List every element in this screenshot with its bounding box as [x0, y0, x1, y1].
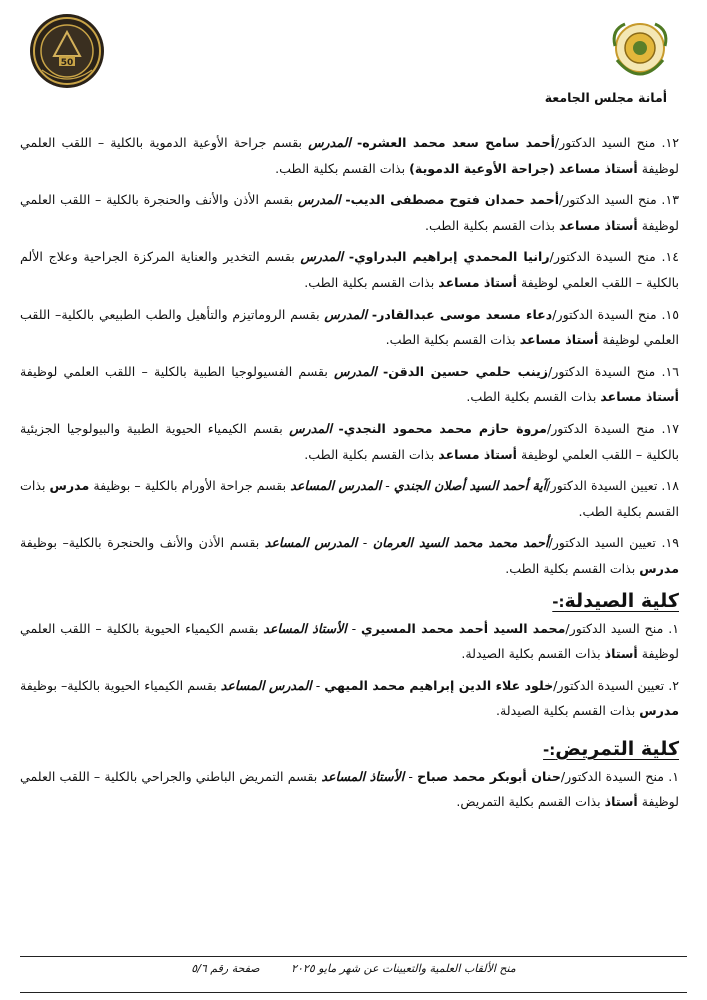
emphasized-text: آية أحمد السيد أصلان الجندي [393, 478, 547, 494]
nursing-section-heading [20, 738, 679, 760]
item-number: ١٦. [655, 363, 679, 379]
list-item [20, 616, 679, 667]
item-number: ١٢. [655, 135, 679, 150]
footer-text: منح الألقاب العلمية والتعيينات عن شهر مايو ٢٠٢٥ [291, 962, 516, 975]
item-text: بقسم الأذن والأنف والحنجرة بالكلية – اللقب العلمي لوظيفة [20, 192, 679, 233]
pharmacy-section-heading [20, 590, 679, 612]
emphasized-text: أستاذ مساعد (جراحة الأوعية الدموية) [409, 160, 638, 176]
emphasized-text: محمد السيد أحمد محمد المسيري [361, 620, 566, 636]
item-text: بقسم الكيمياء الحيوية الطبية والبيولوجيا الجزيئية بالكلية – اللقب العلمي لوظيفة [20, 420, 679, 462]
item-number: ١٤. [655, 249, 679, 265]
emphasized-text: المدرس المساعد [220, 677, 312, 693]
item-number: ١٩. [655, 535, 679, 551]
emphasized-text: المدرس المساعد [264, 535, 358, 551]
item-text: - [311, 677, 325, 693]
emphasized-text: المدرس [308, 135, 351, 150]
item-text: بذات القسم بكلية الطب. [20, 478, 679, 519]
emphasized-text: أحمد محمد محمد السيد العرمان [372, 535, 549, 551]
item-text: - [346, 620, 362, 636]
emphasized-text: المدرس [300, 249, 344, 265]
item-text: بذات القسم بكلية الطب. [425, 217, 560, 233]
item-number: ١٨. [657, 478, 679, 494]
emphasized-text: رانيا المحمدي إبراهيم البدراوي- [348, 249, 550, 265]
emphasized-text: أحمد سامح سعد محمد العشره- [357, 135, 555, 150]
item-text: بقسم جراحة الأوعية الدموية بالكلية – اللقب العلمي لوظيفة [20, 135, 679, 176]
list-item [20, 244, 679, 295]
item-text: بذات القسم بكلية الطب. [505, 560, 640, 576]
nursing-items-list [20, 764, 679, 815]
item-text: - [357, 535, 373, 551]
list-item [20, 302, 679, 353]
emphasized-text: أستاذ [604, 646, 638, 662]
item-number: ١٣. [656, 192, 679, 208]
emphasized-text: المدرس المساعد [290, 478, 382, 494]
emphasized-text: خلود علاء الدين إبراهيم محمد الميهي [324, 677, 554, 693]
emphasized-text: الأستاذ المساعد [321, 768, 405, 784]
emphasized-text: زينب حلمي حسين الدقن- [382, 363, 549, 379]
page-footer [0, 962, 707, 975]
list-item [20, 764, 679, 815]
emphasized-text: أستاذ مساعد [559, 217, 638, 233]
item-number: ١٧. [654, 420, 679, 436]
item-text: - [381, 478, 394, 494]
item-text: بقسم الكيمياء الحيوية بالكلية– بوظيفة [20, 677, 221, 693]
item-text: منح السيدة الدكتور/ [549, 249, 656, 265]
item-text: بقسم الأذن والأنف والحنجرة بالكلية– بوظيفة [20, 535, 265, 551]
footer-top-rule [20, 956, 687, 957]
item-text: منح السيدة الدكتور/ [560, 768, 665, 784]
nursing-heading-suffix: :- [543, 740, 556, 759]
item-text: منح السيدة الدكتور/ [548, 363, 656, 379]
item-number: ١. [663, 620, 679, 636]
item-text: بذات القسم بكلية الصيدلة. [461, 646, 605, 662]
emphasized-text: أستاذ مساعد [438, 274, 517, 290]
emphasized-text: أستاذ [604, 794, 638, 810]
item-text: منح السيدة الدكتور/ [546, 420, 655, 436]
list-item [20, 673, 679, 724]
emphasized-text: دعاء مسعد موسى عبدالقادر- [371, 306, 553, 322]
item-text: منح السيد الدكتور/ [565, 620, 664, 636]
item-text: بقسم التمريض الباطني والجراحي بالكلية – اللقب العلمي لوظيفة [20, 768, 679, 810]
item-text: بقسم الفسيولوجيا الطبية بالكلية – اللقب العلمي لوظيفة [20, 363, 335, 379]
page-number: صفحة رقم ٥/٦ [191, 962, 260, 975]
item-text: بذات القسم بكلية الصيدلة. [496, 703, 640, 719]
item-text: بذات القسم بكلية الطب. [304, 446, 439, 462]
item-number: ١. [664, 768, 679, 784]
emphasized-text: المدرس [297, 192, 341, 208]
university-emblem-logo [607, 18, 673, 84]
emphasized-text: مدرس [49, 478, 90, 494]
emphasized-text: الأستاذ المساعد [263, 620, 347, 636]
list-item [20, 359, 679, 410]
list-item [20, 187, 679, 238]
item-text: بذات القسم بكلية الطب. [466, 389, 601, 405]
document-body [20, 130, 679, 821]
emphasized-text: المدرس [324, 306, 368, 322]
pharmacy-heading-suffix: :- [552, 592, 565, 611]
emphasized-text: مدرس [639, 560, 679, 576]
medicine-items-list [20, 130, 679, 582]
svg-text:50: 50 [60, 58, 74, 68]
item-text: منح السيد الدكتور/ [554, 135, 656, 150]
anniversary-seal-logo [28, 12, 106, 94]
pharmacy-items-list [20, 616, 679, 724]
emphasized-text: مروة حازم محمد محمود النجدي- [338, 420, 547, 436]
emphasized-text: المدرس [289, 420, 332, 436]
item-text: بقسم جراحة الأورام بالكلية – بوظيفة [89, 478, 291, 494]
item-text: - [404, 768, 418, 784]
item-text: تعيين السيدة الدكتور/ [553, 677, 665, 693]
nursing-heading-text: كلية التمريض [555, 737, 679, 760]
item-text: بقسم الكيمياء الحيوية بالكلية – اللقب العلمي لوظيفة [20, 620, 679, 662]
footer-bottom-rule [20, 992, 687, 993]
emphasized-text: حنان أبوبكر محمد صباح [417, 768, 561, 784]
emphasized-text: المدرس [334, 363, 377, 379]
item-text: بذات القسم بكلية الطب. [304, 274, 439, 290]
item-text: بذات القسم بكلية الطب. [385, 332, 520, 348]
item-text: تعيين السيد الدكتور/ [548, 535, 656, 551]
emphasized-text: مدرس [639, 703, 679, 719]
item-text: منح السيد الدكتور/ [559, 192, 657, 208]
page-header [0, 0, 707, 118]
list-item [20, 473, 679, 524]
item-text: منح السيدة الدكتور/ [552, 306, 657, 322]
emphasized-text: أستاذ مساعد [438, 446, 517, 462]
list-item [20, 130, 679, 181]
item-text: بقسم الروماتيزم والتأهيل والطب الطبيعي بالكلية– اللقب العلمي لوظيفة [20, 306, 679, 348]
item-text: بقسم التخدير والعناية المركزة الجراحية وعلاج الألم بالكلية – اللقب العلمي لوظيفة [20, 249, 679, 290]
list-item [20, 416, 679, 467]
item-number: ٢. [664, 677, 679, 693]
emphasized-text: أستاذ مساعد [519, 332, 599, 348]
emphasized-text: أستاذ مساعد [600, 389, 679, 405]
pharmacy-heading-text: كلية الصيدلة [564, 589, 679, 612]
university-council-label: أمانة مجلس الجامعة [544, 90, 667, 105]
item-text: تعيين السيدة الدكتور/ [546, 478, 658, 494]
list-item [20, 530, 679, 581]
item-text: بذات القسم بكلية التمريض. [456, 794, 605, 810]
emphasized-text: أحمد حمدان فتوح مصطفى الديب- [345, 192, 560, 208]
item-text: بذات القسم بكلية الطب. [275, 160, 410, 176]
item-number: ١٥. [656, 306, 679, 322]
